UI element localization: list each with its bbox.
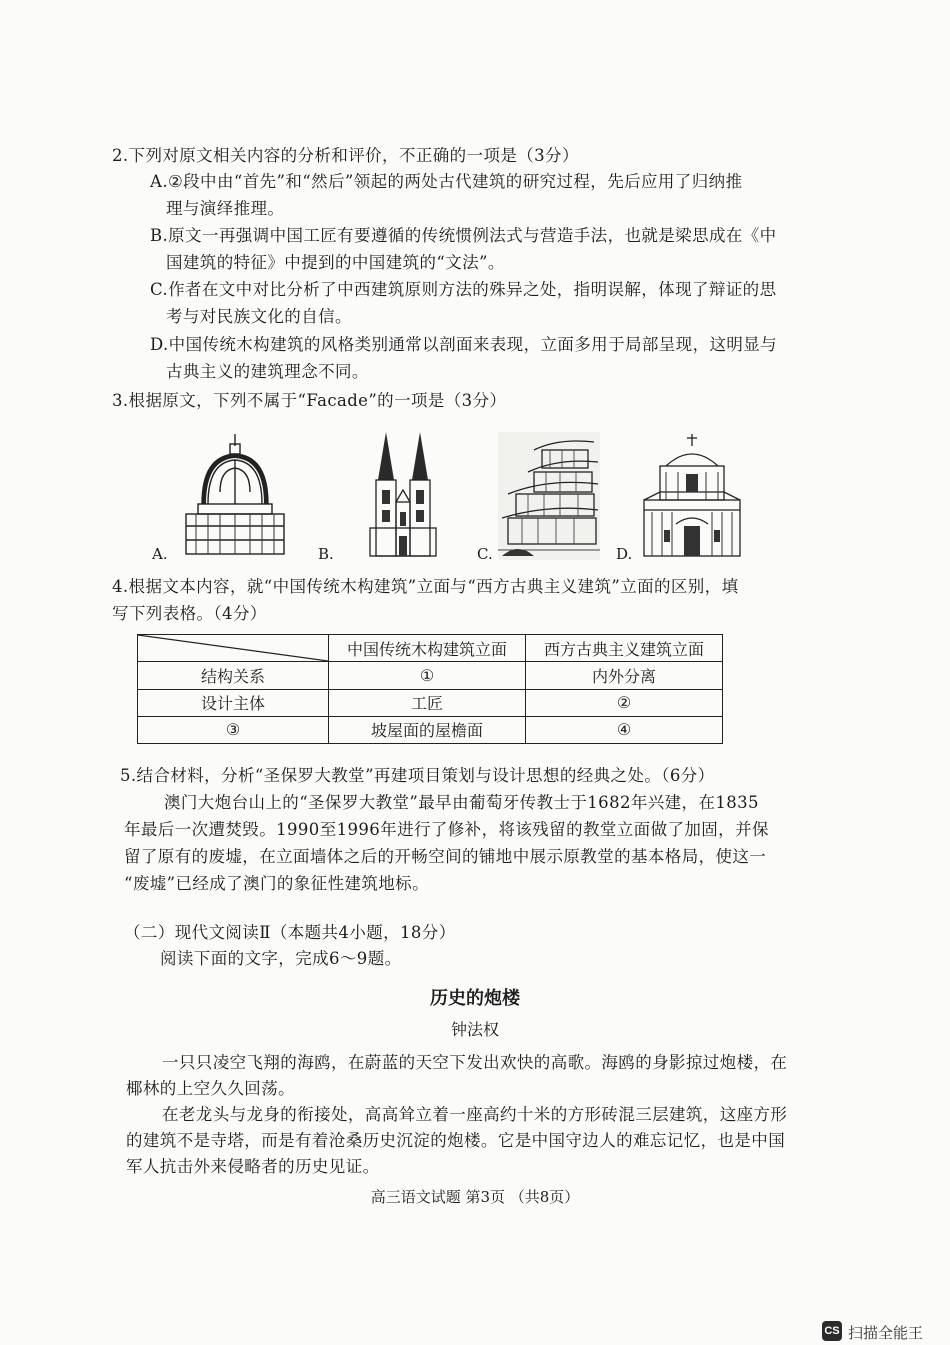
image-label-d: D.	[616, 545, 633, 563]
q2-option-c-cont: 考与对民族文化的自信。	[166, 307, 352, 326]
article-paragraph-cont: 军人抗击外来侵略者的历史见证。	[126, 1157, 380, 1176]
dome-section-image	[180, 432, 290, 558]
q5-material-line: 年最后一次遭焚毁。1990至1996年进行了修补，将该残留的教堂立面做了加固，并保	[124, 820, 769, 839]
diagonal-divider	[138, 635, 328, 661]
q4-stem-cont: 写下列表格。（4分）	[112, 604, 267, 623]
table-cell: 设计主体	[138, 689, 329, 716]
table-header: 西方古典主义建筑立面	[526, 635, 723, 662]
article-paragraph: 在老龙头与龙身的衔接处，高高耸立着一座高约十米的方形砖混三层建筑，这座方形	[162, 1105, 788, 1124]
article-title: 历史的炮楼	[430, 988, 520, 1009]
watermark-text: 扫描全能王	[848, 1325, 924, 1342]
section-instruction: 阅读下面的文字，完成6～9题。	[160, 949, 402, 968]
table-cell: 坡屋面的屋檐面	[329, 716, 526, 743]
table-cell: ①	[329, 662, 526, 689]
article-paragraph-cont: 的建筑不是寺塔，而是有着沧桑历史沉淀的炮楼。它是中国守边人的难忘记忆，也是中国	[126, 1131, 786, 1150]
article-paragraph: 一只只凌空飞翔的海鸥，在蔚蓝的天空下发出欢快的高歌。海鸥的身影掠过炮楼，在	[162, 1053, 788, 1072]
table-row	[138, 662, 723, 689]
table-cell: 结构关系	[138, 662, 329, 689]
q5-material-line: 留了原有的废墟，在立面墙体之后的开畅空间的铺地中展示原教堂的基本格局，使这一	[124, 847, 767, 866]
image-label-a: A.	[152, 545, 168, 563]
scanner-watermark	[822, 1320, 950, 1345]
table-cell: ④	[526, 716, 723, 743]
table-cell: ②	[526, 689, 723, 716]
image-label-b: B.	[318, 545, 334, 563]
q2-option-d: D.中国传统木构建筑的风格类别通常以剖面来表现，立面多用于局部呈现，这明显与	[150, 335, 778, 354]
q3-stem: 3.根据原文，下列不属于“Facade”的一项是（3分）	[112, 391, 507, 410]
article-author: 钟法权	[450, 1020, 499, 1039]
q2-option-a: A.②段中由“首先”和“然后”领起的两处古代建筑的研究过程，先后应用了归纳推	[150, 172, 743, 191]
article-paragraph-cont: 椰林的上空久久回荡。	[126, 1079, 295, 1098]
gothic-church-image	[368, 432, 438, 560]
q5-material-line: 澳门大炮台山上的“圣保罗大教堂”最早由葡萄牙传教士于1682年兴建，在1835	[164, 793, 759, 812]
q2-stem: 2.下列对原文相关内容的分析和评价，不正确的一项是（3分）	[112, 146, 579, 165]
section-heading: （二）现代文阅读Ⅱ（本题共4小题，18分）	[124, 923, 456, 942]
q2-option-b-cont: 国建筑的特征》中提到的中国建筑的“文法”。	[166, 253, 505, 272]
chinese-pavilion-image	[498, 432, 600, 560]
q2-option-b: B.原文一再强调中国工匠有要遵循的传统惯例法式与营造手法，也就是梁思成在《中	[150, 226, 777, 245]
q2-option-d-cont: 古典主义的建筑理念不同。	[166, 362, 369, 381]
cs-logo-icon: CS	[822, 1321, 842, 1341]
comparison-table	[137, 634, 723, 744]
table-cell: 工匠	[329, 689, 526, 716]
q5-material-line: “废墟”已经成了澳门的象征性建筑地标。	[124, 874, 429, 893]
q2-option-c: C.作者在文中对比分析了中西建筑原则方法的殊异之处，指明误解，体现了辩证的思	[150, 280, 777, 299]
table-cell: 内外分离	[526, 662, 723, 689]
image-label-c: C.	[477, 545, 493, 563]
baroque-facade-image	[640, 432, 744, 560]
table-cell: ③	[138, 716, 329, 743]
q5-stem: 5.结合材料，分析“圣保罗大教堂”再建项目策划与设计思想的经典之处。（6分）	[120, 766, 715, 785]
q4-stem: 4.根据文本内容，就“中国传统木构建筑”立面与“西方古典主义建筑”立面的区别，填	[112, 577, 739, 596]
q2-option-a-cont: 理与演绎推理。	[166, 199, 285, 218]
table-corner-cell	[138, 635, 329, 662]
table-row	[138, 689, 723, 716]
table-header-row	[138, 635, 723, 662]
table-row	[138, 716, 723, 743]
page-footer: 高三语文试题 第3页 （共8页）	[370, 1188, 580, 1206]
table-header: 中国传统木构建筑立面	[329, 635, 526, 662]
